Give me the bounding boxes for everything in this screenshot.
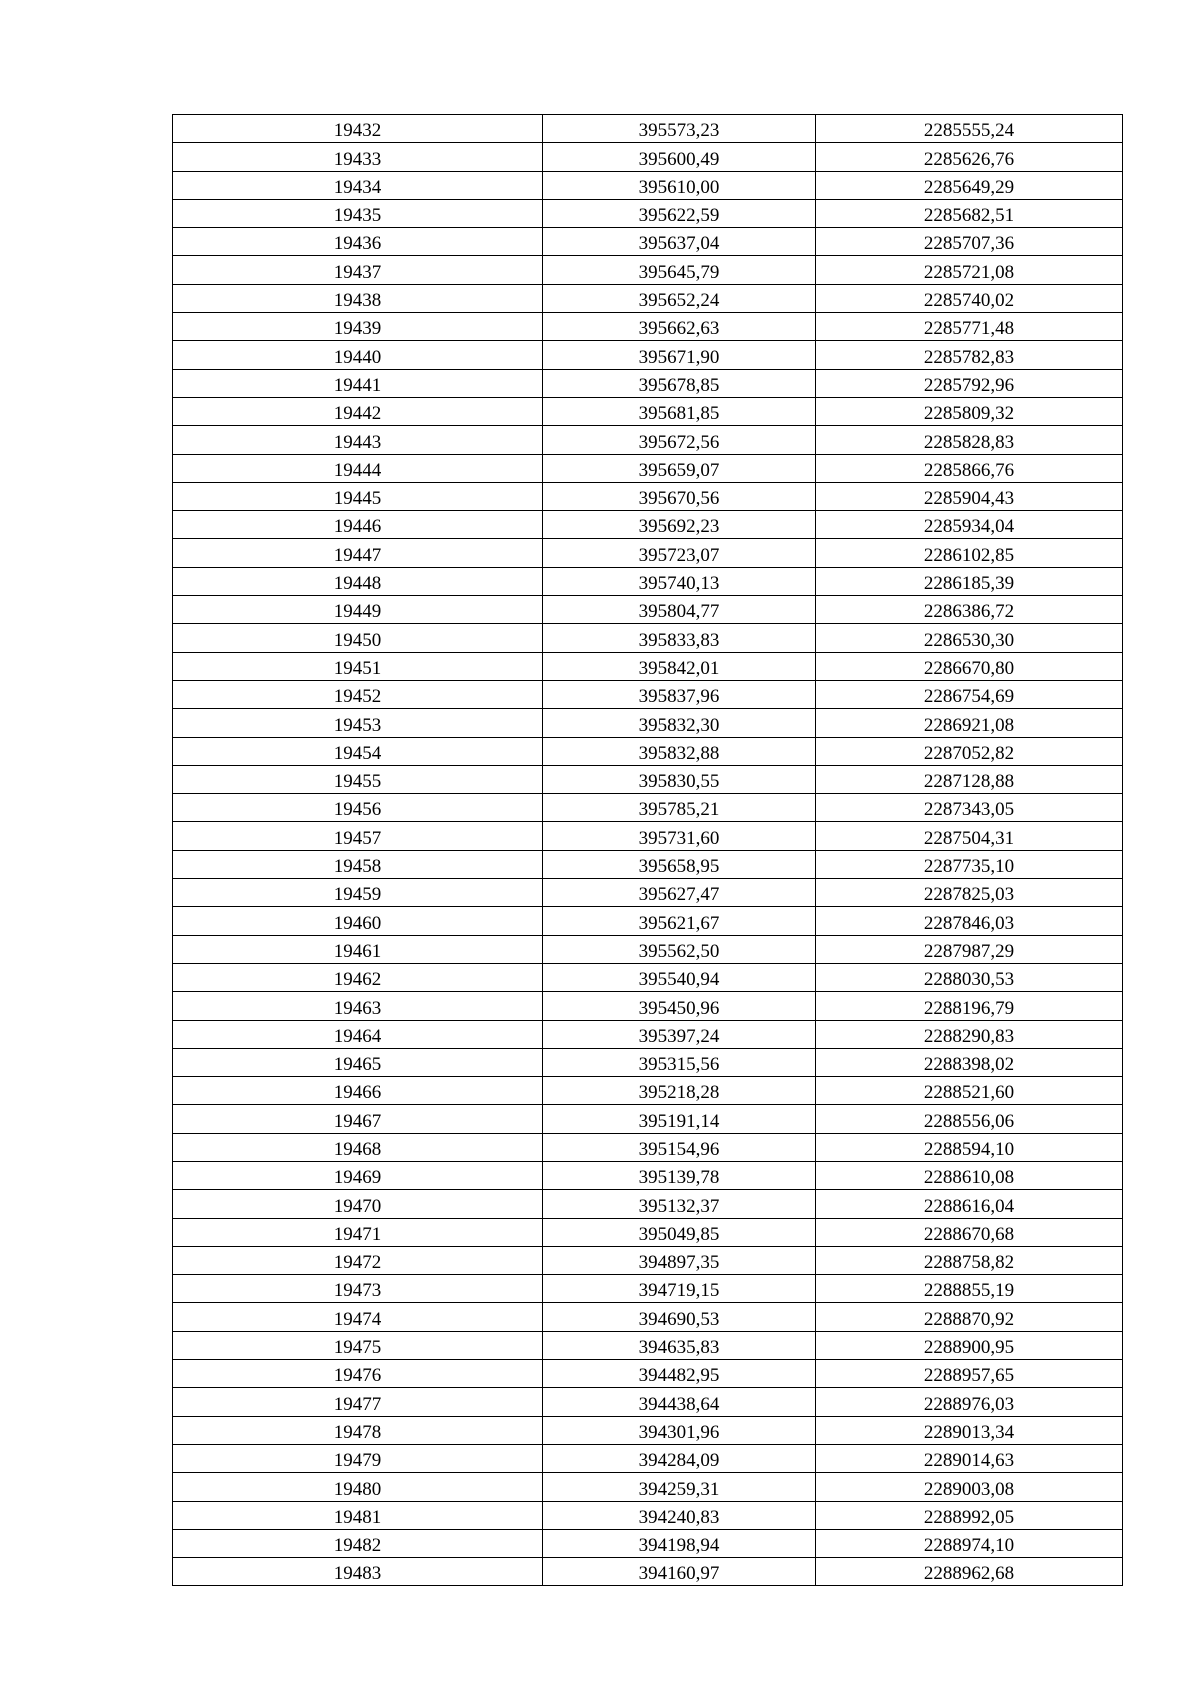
y-coordinate-cell: 2288594,10 [816, 1133, 1123, 1161]
table-row [173, 794, 1123, 822]
x-coordinate-cell: 394198,94 [543, 1529, 816, 1557]
point-number-cell: 19471 [173, 1218, 543, 1246]
point-number-cell: 19439 [173, 313, 543, 341]
point-number-cell: 19449 [173, 596, 543, 624]
y-coordinate-cell: 2288758,82 [816, 1246, 1123, 1274]
x-coordinate-cell: 395139,78 [543, 1161, 816, 1189]
x-coordinate-cell: 395645,79 [543, 256, 816, 284]
point-number-cell: 19463 [173, 992, 543, 1020]
x-coordinate-cell: 395832,30 [543, 709, 816, 737]
x-coordinate-cell: 395049,85 [543, 1218, 816, 1246]
table-row [173, 1077, 1123, 1105]
x-coordinate-cell: 394160,97 [543, 1558, 816, 1586]
x-coordinate-cell: 394635,83 [543, 1331, 816, 1359]
point-number-cell: 19470 [173, 1190, 543, 1218]
y-coordinate-cell: 2285649,29 [816, 171, 1123, 199]
y-coordinate-cell: 2288290,83 [816, 1020, 1123, 1048]
y-coordinate-cell: 2287825,03 [816, 879, 1123, 907]
y-coordinate-cell: 2285904,43 [816, 482, 1123, 510]
y-coordinate-cell: 2288855,19 [816, 1275, 1123, 1303]
table-row [173, 1275, 1123, 1303]
table-row [173, 143, 1123, 171]
point-number-cell: 19473 [173, 1275, 543, 1303]
point-number-cell: 19477 [173, 1388, 543, 1416]
table-row [173, 709, 1123, 737]
y-coordinate-cell: 2285682,51 [816, 199, 1123, 227]
table-row [173, 1105, 1123, 1133]
y-coordinate-cell: 2285809,32 [816, 397, 1123, 425]
table-row [173, 1218, 1123, 1246]
table-row [173, 1331, 1123, 1359]
x-coordinate-cell: 395154,96 [543, 1133, 816, 1161]
y-coordinate-cell: 2285828,83 [816, 426, 1123, 454]
table-row [173, 822, 1123, 850]
y-coordinate-cell: 2288030,53 [816, 963, 1123, 991]
table-row [173, 1303, 1123, 1331]
x-coordinate-cell: 394719,15 [543, 1275, 816, 1303]
point-number-cell: 19481 [173, 1501, 543, 1529]
point-number-cell: 19457 [173, 822, 543, 850]
table-row [173, 1501, 1123, 1529]
x-coordinate-cell: 395600,49 [543, 143, 816, 171]
y-coordinate-cell: 2287846,03 [816, 907, 1123, 935]
point-number-cell: 19440 [173, 341, 543, 369]
table-row [173, 765, 1123, 793]
x-coordinate-cell: 394284,09 [543, 1444, 816, 1472]
point-number-cell: 19461 [173, 935, 543, 963]
y-coordinate-cell: 2288196,79 [816, 992, 1123, 1020]
point-number-cell: 19435 [173, 199, 543, 227]
point-number-cell: 19466 [173, 1077, 543, 1105]
point-number-cell: 19451 [173, 652, 543, 680]
x-coordinate-cell: 395610,00 [543, 171, 816, 199]
y-coordinate-cell: 2287987,29 [816, 935, 1123, 963]
x-coordinate-cell: 395678,85 [543, 369, 816, 397]
point-number-cell: 19441 [173, 369, 543, 397]
table-row [173, 992, 1123, 1020]
y-coordinate-cell: 2287735,10 [816, 850, 1123, 878]
table-row [173, 1529, 1123, 1557]
point-number-cell: 19480 [173, 1473, 543, 1501]
table-row [173, 963, 1123, 991]
table-row [173, 1360, 1123, 1388]
y-coordinate-cell: 2286185,39 [816, 567, 1123, 595]
table-row [173, 879, 1123, 907]
point-number-cell: 19436 [173, 228, 543, 256]
y-coordinate-cell: 2286754,69 [816, 680, 1123, 708]
table-row [173, 737, 1123, 765]
table-row [173, 539, 1123, 567]
table-row [173, 1558, 1123, 1586]
point-number-cell: 19453 [173, 709, 543, 737]
x-coordinate-cell: 395573,23 [543, 115, 816, 143]
table-row [173, 1133, 1123, 1161]
table-row [173, 313, 1123, 341]
y-coordinate-cell: 2285866,76 [816, 454, 1123, 482]
point-number-cell: 19478 [173, 1416, 543, 1444]
y-coordinate-cell: 2288556,06 [816, 1105, 1123, 1133]
table-row [173, 341, 1123, 369]
table-row [173, 171, 1123, 199]
y-coordinate-cell: 2288610,08 [816, 1161, 1123, 1189]
point-number-cell: 19462 [173, 963, 543, 991]
point-number-cell: 19458 [173, 850, 543, 878]
table-row [173, 426, 1123, 454]
x-coordinate-cell: 394690,53 [543, 1303, 816, 1331]
point-number-cell: 19445 [173, 482, 543, 510]
x-coordinate-cell: 394482,95 [543, 1360, 816, 1388]
table-row [173, 454, 1123, 482]
y-coordinate-cell: 2287504,31 [816, 822, 1123, 850]
point-number-cell: 19469 [173, 1161, 543, 1189]
point-number-cell: 19437 [173, 256, 543, 284]
point-number-cell: 19450 [173, 624, 543, 652]
x-coordinate-cell: 395671,90 [543, 341, 816, 369]
y-coordinate-cell: 2288976,03 [816, 1388, 1123, 1416]
table-row [173, 1190, 1123, 1218]
y-coordinate-cell: 2287343,05 [816, 794, 1123, 822]
y-coordinate-cell: 2288900,95 [816, 1331, 1123, 1359]
y-coordinate-cell: 2285555,24 [816, 115, 1123, 143]
x-coordinate-cell: 395659,07 [543, 454, 816, 482]
table-row [173, 1020, 1123, 1048]
point-number-cell: 19479 [173, 1444, 543, 1472]
point-number-cell: 19472 [173, 1246, 543, 1274]
table-row [173, 596, 1123, 624]
table-row [173, 907, 1123, 935]
table-row [173, 652, 1123, 680]
y-coordinate-cell: 2288974,10 [816, 1529, 1123, 1557]
x-coordinate-cell: 395740,13 [543, 567, 816, 595]
point-number-cell: 19452 [173, 680, 543, 708]
x-coordinate-cell: 395637,04 [543, 228, 816, 256]
coordinates-table-body [173, 115, 1123, 1586]
y-coordinate-cell: 2286921,08 [816, 709, 1123, 737]
table-row [173, 115, 1123, 143]
point-number-cell: 19434 [173, 171, 543, 199]
table-row [173, 482, 1123, 510]
table-row [173, 1388, 1123, 1416]
y-coordinate-cell: 2288616,04 [816, 1190, 1123, 1218]
x-coordinate-cell: 395832,88 [543, 737, 816, 765]
y-coordinate-cell: 2288398,02 [816, 1048, 1123, 1076]
y-coordinate-cell: 2285934,04 [816, 511, 1123, 539]
x-coordinate-cell: 395681,85 [543, 397, 816, 425]
point-number-cell: 19444 [173, 454, 543, 482]
x-coordinate-cell: 395315,56 [543, 1048, 816, 1076]
table-row [173, 1161, 1123, 1189]
point-number-cell: 19474 [173, 1303, 543, 1331]
x-coordinate-cell: 395218,28 [543, 1077, 816, 1105]
x-coordinate-cell: 395692,23 [543, 511, 816, 539]
point-number-cell: 19468 [173, 1133, 543, 1161]
point-number-cell: 19432 [173, 115, 543, 143]
x-coordinate-cell: 395804,77 [543, 596, 816, 624]
y-coordinate-cell: 2285771,48 [816, 313, 1123, 341]
y-coordinate-cell: 2286670,80 [816, 652, 1123, 680]
y-coordinate-cell: 2286386,72 [816, 596, 1123, 624]
y-coordinate-cell: 2286102,85 [816, 539, 1123, 567]
x-coordinate-cell: 395658,95 [543, 850, 816, 878]
table-row [173, 680, 1123, 708]
x-coordinate-cell: 395837,96 [543, 680, 816, 708]
x-coordinate-cell: 395450,96 [543, 992, 816, 1020]
table-row [173, 1416, 1123, 1444]
table-row [173, 199, 1123, 227]
x-coordinate-cell: 395662,63 [543, 313, 816, 341]
y-coordinate-cell: 2288992,05 [816, 1501, 1123, 1529]
point-number-cell: 19467 [173, 1105, 543, 1133]
table-row [173, 1473, 1123, 1501]
x-coordinate-cell: 395833,83 [543, 624, 816, 652]
table-row [173, 228, 1123, 256]
point-number-cell: 19483 [173, 1558, 543, 1586]
point-number-cell: 19447 [173, 539, 543, 567]
table-row [173, 256, 1123, 284]
point-number-cell: 19438 [173, 284, 543, 312]
x-coordinate-cell: 395191,14 [543, 1105, 816, 1133]
point-number-cell: 19482 [173, 1529, 543, 1557]
y-coordinate-cell: 2288521,60 [816, 1077, 1123, 1105]
y-coordinate-cell: 2285740,02 [816, 284, 1123, 312]
point-number-cell: 19433 [173, 143, 543, 171]
x-coordinate-cell: 395132,37 [543, 1190, 816, 1218]
point-number-cell: 19460 [173, 907, 543, 935]
point-number-cell: 19455 [173, 765, 543, 793]
x-coordinate-cell: 394897,35 [543, 1246, 816, 1274]
table-row [173, 1246, 1123, 1274]
x-coordinate-cell: 395842,01 [543, 652, 816, 680]
y-coordinate-cell: 2288670,68 [816, 1218, 1123, 1246]
point-number-cell: 19464 [173, 1020, 543, 1048]
y-coordinate-cell: 2286530,30 [816, 624, 1123, 652]
x-coordinate-cell: 395562,50 [543, 935, 816, 963]
x-coordinate-cell: 395397,24 [543, 1020, 816, 1048]
x-coordinate-cell: 395672,56 [543, 426, 816, 454]
x-coordinate-cell: 395627,47 [543, 879, 816, 907]
y-coordinate-cell: 2285721,08 [816, 256, 1123, 284]
table-row [173, 624, 1123, 652]
point-number-cell: 19459 [173, 879, 543, 907]
x-coordinate-cell: 395621,67 [543, 907, 816, 935]
table-row [173, 935, 1123, 963]
point-number-cell: 19475 [173, 1331, 543, 1359]
point-number-cell: 19476 [173, 1360, 543, 1388]
y-coordinate-cell: 2288957,65 [816, 1360, 1123, 1388]
x-coordinate-cell: 395731,60 [543, 822, 816, 850]
table-row [173, 511, 1123, 539]
table-row [173, 1048, 1123, 1076]
y-coordinate-cell: 2289013,34 [816, 1416, 1123, 1444]
point-number-cell: 19442 [173, 397, 543, 425]
y-coordinate-cell: 2285626,76 [816, 143, 1123, 171]
point-number-cell: 19448 [173, 567, 543, 595]
point-number-cell: 19446 [173, 511, 543, 539]
y-coordinate-cell: 2288870,92 [816, 1303, 1123, 1331]
point-number-cell: 19465 [173, 1048, 543, 1076]
y-coordinate-cell: 2285782,83 [816, 341, 1123, 369]
x-coordinate-cell: 395670,56 [543, 482, 816, 510]
y-coordinate-cell: 2285707,36 [816, 228, 1123, 256]
table-row [173, 1444, 1123, 1472]
x-coordinate-cell: 394301,96 [543, 1416, 816, 1444]
table-row [173, 397, 1123, 425]
x-coordinate-cell: 395622,59 [543, 199, 816, 227]
x-coordinate-cell: 395652,24 [543, 284, 816, 312]
y-coordinate-cell: 2288962,68 [816, 1558, 1123, 1586]
x-coordinate-cell: 395540,94 [543, 963, 816, 991]
y-coordinate-cell: 2285792,96 [816, 369, 1123, 397]
x-coordinate-cell: 395830,55 [543, 765, 816, 793]
y-coordinate-cell: 2289014,63 [816, 1444, 1123, 1472]
x-coordinate-cell: 394438,64 [543, 1388, 816, 1416]
table-row [173, 284, 1123, 312]
table-row [173, 567, 1123, 595]
x-coordinate-cell: 394240,83 [543, 1501, 816, 1529]
table-row [173, 850, 1123, 878]
point-number-cell: 19456 [173, 794, 543, 822]
table-row [173, 369, 1123, 397]
x-coordinate-cell: 395723,07 [543, 539, 816, 567]
coordinates-table [172, 114, 1123, 1586]
x-coordinate-cell: 394259,31 [543, 1473, 816, 1501]
point-number-cell: 19454 [173, 737, 543, 765]
y-coordinate-cell: 2287052,82 [816, 737, 1123, 765]
y-coordinate-cell: 2289003,08 [816, 1473, 1123, 1501]
y-coordinate-cell: 2287128,88 [816, 765, 1123, 793]
point-number-cell: 19443 [173, 426, 543, 454]
x-coordinate-cell: 395785,21 [543, 794, 816, 822]
